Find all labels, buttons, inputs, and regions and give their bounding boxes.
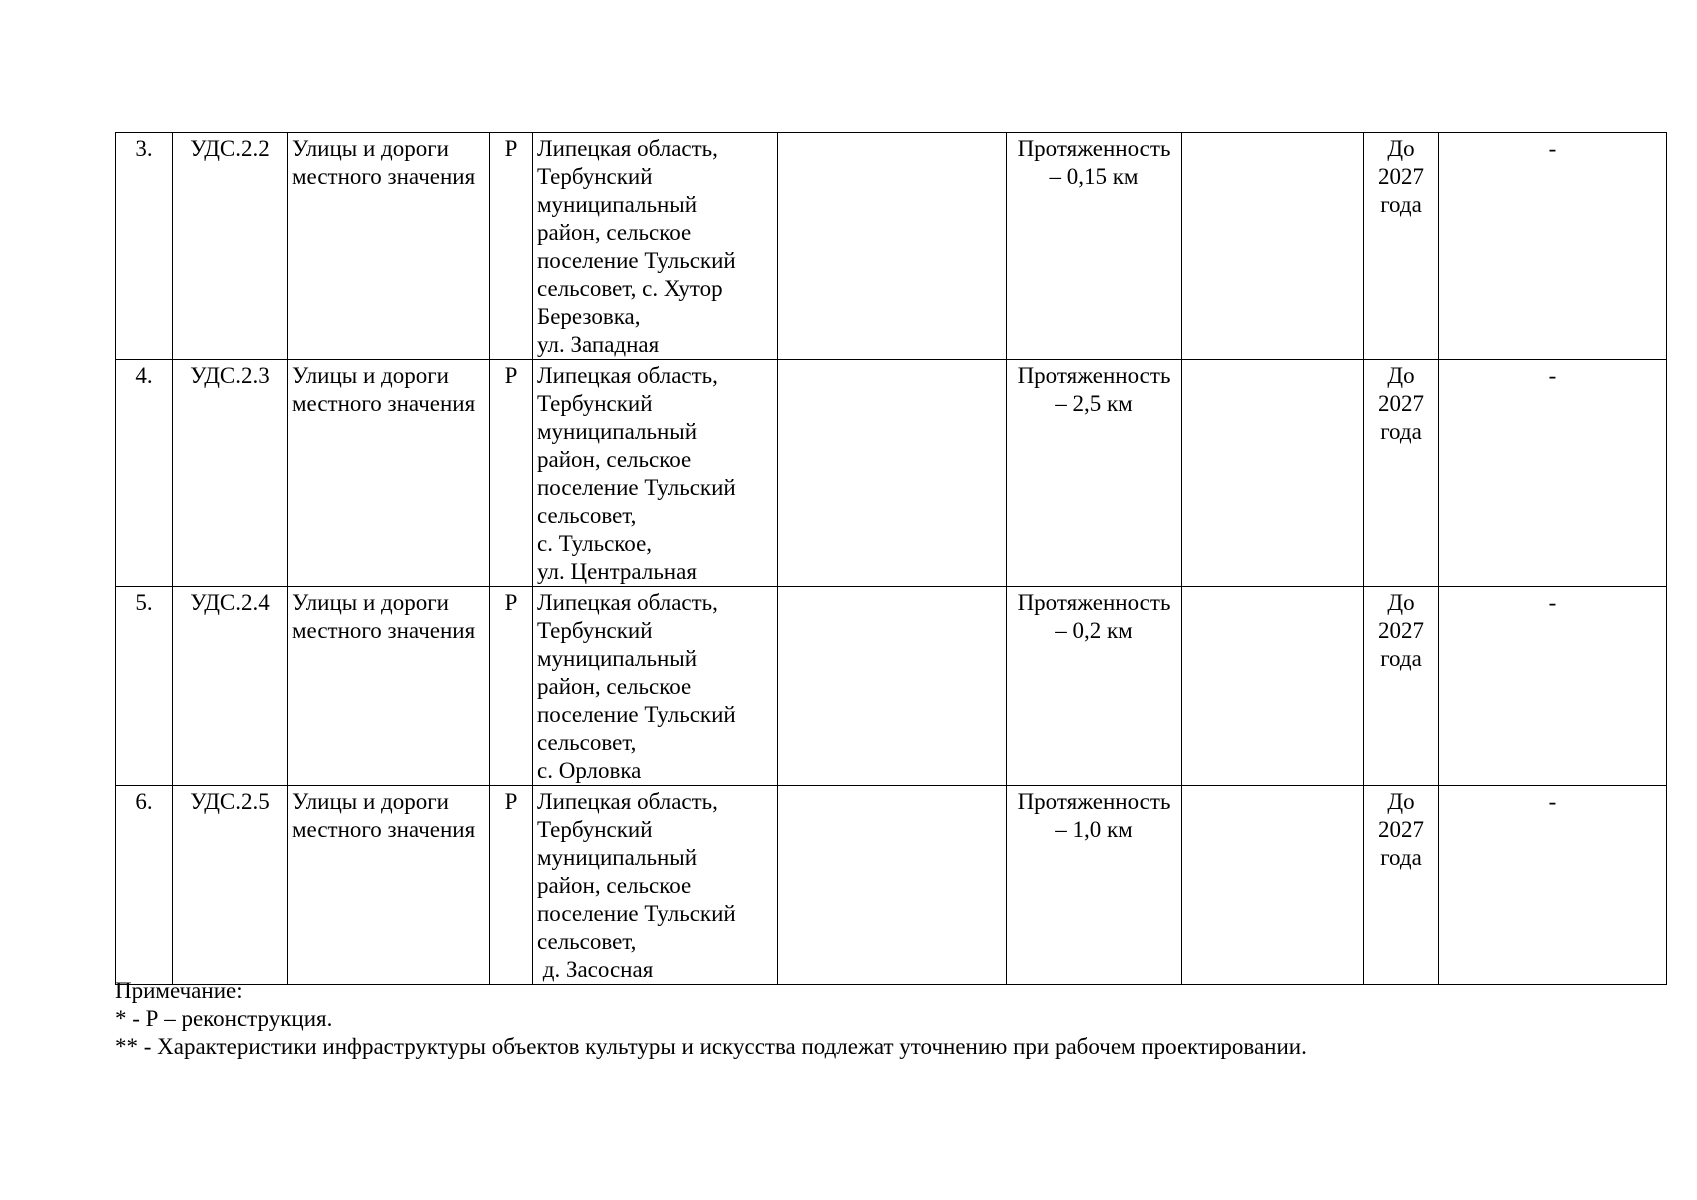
object-characteristic: Протяженность – 0,15 км	[1007, 133, 1182, 360]
table-row	[116, 360, 1667, 587]
object-name: Улицы и дороги местного значения	[288, 133, 490, 360]
object-location	[533, 587, 778, 786]
location-line: муниципальный	[537, 845, 698, 870]
location-line: муниципальный	[537, 419, 698, 444]
location-line: Липецкая область,	[537, 363, 718, 388]
location-line: Тербунский	[537, 164, 653, 189]
empty-cell	[778, 786, 1007, 985]
location-line: поселение Тульский	[537, 248, 736, 273]
empty-cell	[778, 587, 1007, 786]
location-line: поселение Тульский	[537, 702, 736, 727]
location-line: Липецкая область,	[537, 136, 718, 161]
location-line: сельсовет, с. Хутор	[537, 276, 723, 301]
table-row	[116, 786, 1667, 985]
object-code: УДС.2.5	[173, 786, 288, 985]
empty-cell	[778, 360, 1007, 587]
notes-line-1: * - Р – реконструкция.	[115, 1006, 333, 1031]
location-line: сельсовет,	[537, 503, 637, 528]
location-line: муниципальный	[537, 192, 698, 217]
location-line: район, сельское	[537, 220, 692, 245]
work-type: Р	[490, 360, 533, 587]
object-location	[533, 133, 778, 360]
implementation-term: До 2027 года	[1364, 587, 1439, 786]
table-row	[116, 587, 1667, 786]
note-cell: -	[1439, 133, 1667, 360]
location-line: ул. Западная	[537, 332, 660, 357]
location-line: Липецкая область,	[537, 590, 718, 615]
location-line: ул. Центральная	[537, 559, 697, 584]
implementation-term: До 2027 года	[1364, 786, 1439, 985]
row-number: 3.	[116, 133, 173, 360]
location-line: муниципальный	[537, 646, 698, 671]
object-characteristic: Протяженность – 2,5 км	[1007, 360, 1182, 587]
empty-cell	[1182, 786, 1364, 985]
note-cell: -	[1439, 786, 1667, 985]
object-characteristic: Протяженность – 1,0 км	[1007, 786, 1182, 985]
object-code: УДС.2.2	[173, 133, 288, 360]
notes-line-2: ** - Характеристики инфраструктуры объектов культуры и искусства подлежат уточнению при рабочем проектировании.	[115, 1034, 1307, 1059]
notes-title: Примечание:	[115, 978, 243, 1003]
empty-cell	[1182, 360, 1364, 587]
object-location	[533, 360, 778, 587]
object-code: УДС.2.4	[173, 587, 288, 786]
row-number: 5.	[116, 587, 173, 786]
empty-cell	[778, 133, 1007, 360]
location-line: район, сельское	[537, 674, 692, 699]
work-type: Р	[490, 786, 533, 985]
location-line: Липецкая область,	[537, 789, 718, 814]
location-line: с. Орловка	[537, 758, 642, 783]
location-line: район, сельское	[537, 873, 692, 898]
location-line: Березовка,	[537, 304, 641, 329]
implementation-term: До 2027 года	[1364, 133, 1439, 360]
notes-block	[115, 977, 1307, 1061]
empty-cell	[1182, 133, 1364, 360]
location-line: д. Засосная	[537, 957, 654, 982]
location-line: Тербунский	[537, 817, 653, 842]
location-line: сельсовет,	[537, 730, 637, 755]
row-number: 6.	[116, 786, 173, 985]
note-cell: -	[1439, 360, 1667, 587]
location-line: поселение Тульский	[537, 475, 736, 500]
location-line: сельсовет,	[537, 929, 637, 954]
table-body	[116, 133, 1667, 985]
location-line: поселение Тульский	[537, 901, 736, 926]
object-code: УДС.2.3	[173, 360, 288, 587]
table-row	[116, 133, 1667, 360]
location-line: Тербунский	[537, 391, 653, 416]
note-cell: -	[1439, 587, 1667, 786]
work-type: Р	[490, 133, 533, 360]
implementation-term: До 2027 года	[1364, 360, 1439, 587]
object-location	[533, 786, 778, 985]
object-characteristic: Протяженность – 0,2 км	[1007, 587, 1182, 786]
location-line: район, сельское	[537, 447, 692, 472]
object-name: Улицы и дороги местного значения	[288, 786, 490, 985]
work-type: Р	[490, 587, 533, 786]
row-number: 4.	[116, 360, 173, 587]
objects-table	[115, 132, 1667, 985]
location-line: Тербунский	[537, 618, 653, 643]
empty-cell	[1182, 587, 1364, 786]
object-name: Улицы и дороги местного значения	[288, 587, 490, 786]
object-name: Улицы и дороги местного значения	[288, 360, 490, 587]
location-line: с. Тульское,	[537, 531, 653, 556]
